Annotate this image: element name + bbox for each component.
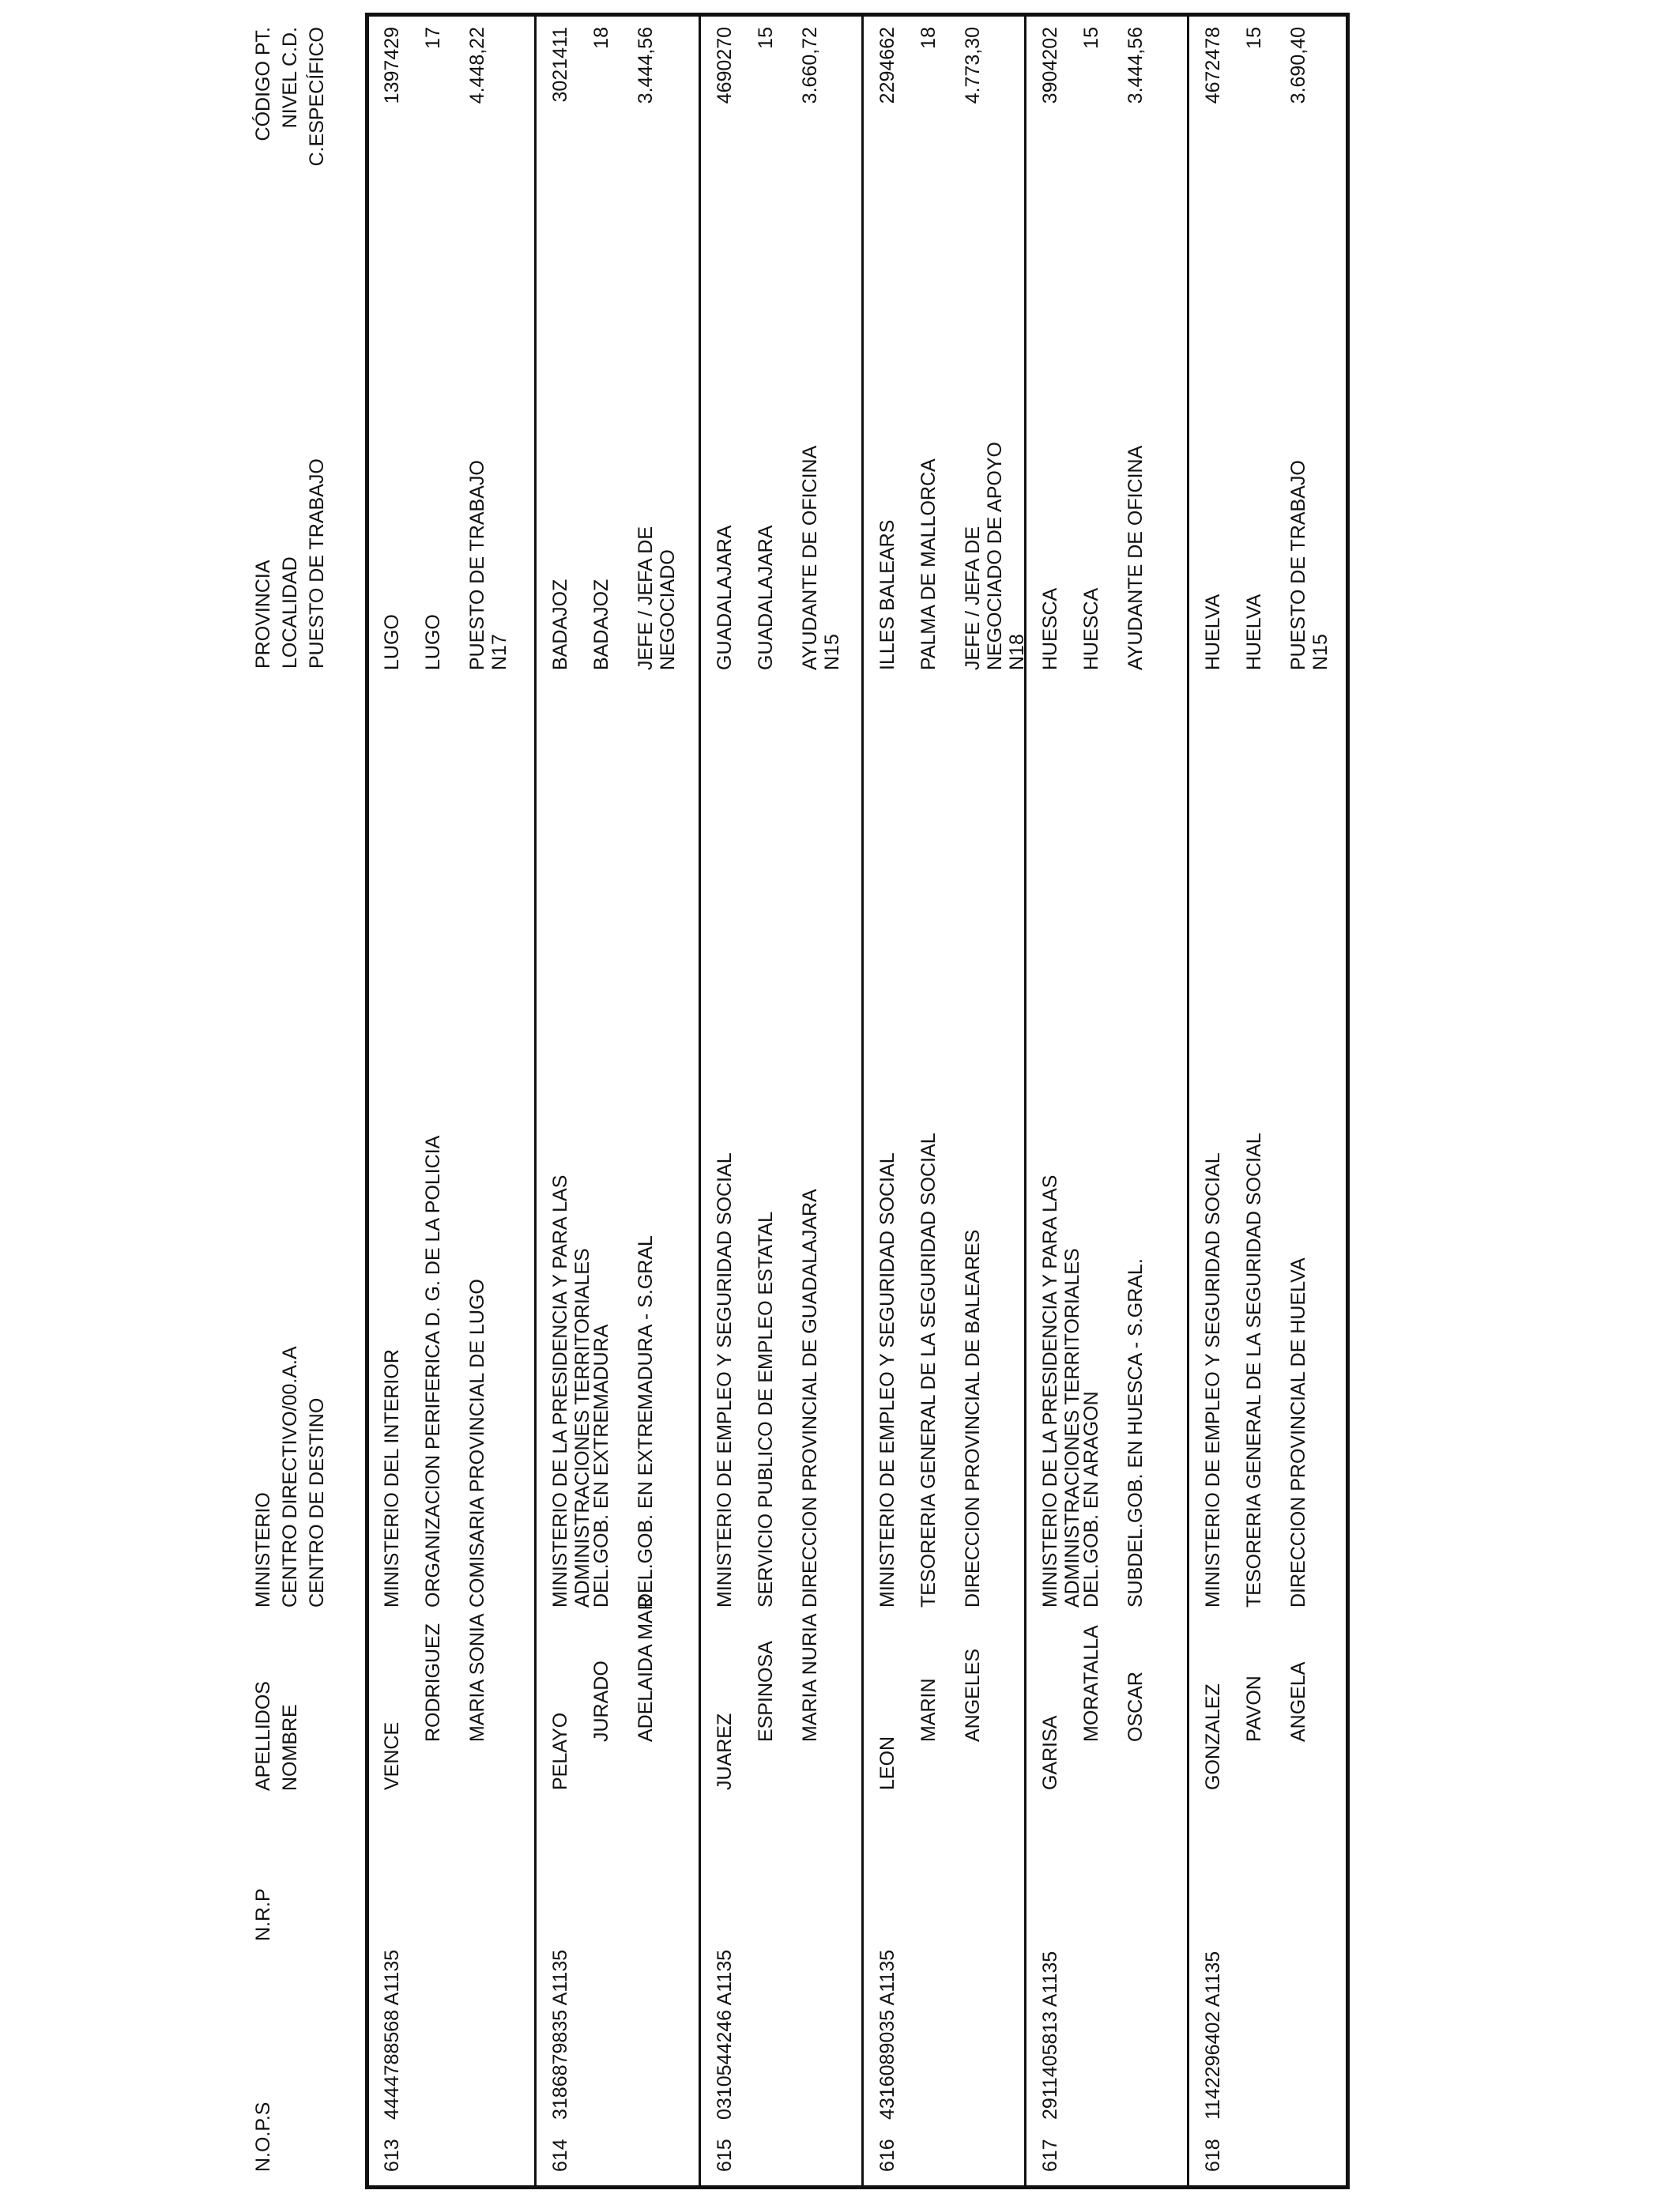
apellido1-value: JUAREZ [714, 1713, 736, 1790]
nivel-value: 18 [590, 27, 612, 49]
ministerio-value: MINISTERIO DEL INTERIOR [381, 1349, 403, 1608]
puesto-value: AYUDANTE DE OFICINA N15 [799, 447, 843, 670]
codigo-value: 4690270 [714, 27, 736, 104]
localidad-value: PALMA DE MALLORCA [917, 458, 940, 670]
nops-value: 615 [714, 2139, 736, 2172]
apellido2-value: ESPINOSA [755, 1641, 777, 1742]
centro-destino-value: SUBDEL.GOB. EN HUESCA - S.GRAL. [1124, 1258, 1147, 1608]
provincia-value: HUESCA [1039, 587, 1061, 670]
header-provincia: PROVINCIA LOCALIDAD PUESTO DE TRABAJO [252, 458, 328, 669]
apellido2-value: PAVON [1243, 1676, 1265, 1742]
nrp-value: 4316089035 A1135 [876, 1949, 898, 2120]
provincia-value: BADAJOZ [549, 579, 571, 670]
nops-value: 618 [1202, 2139, 1224, 2172]
centro-directivo-value: DEL.GOB. EN EXTREMADURA [590, 1324, 612, 1608]
especifico-value: 3.660,72 [799, 27, 821, 104]
provincia-value: ILLES BALEARS [876, 519, 898, 670]
puesto-value: AYUDANTE DE OFICINA [1124, 445, 1147, 670]
nombre-value: MARIA NURIA [799, 1613, 821, 1742]
record-row [861, 13, 1027, 2189]
centro-directivo-value: TESORERIA GENERAL DE LA SEGURIDAD SOCIAL [1243, 1133, 1265, 1608]
centro-directivo-value: TESORERIA GENERAL DE LA SEGURIDAD SOCIAL [917, 1133, 940, 1608]
nombre-value: ADELAIDA MAR [635, 1596, 657, 1742]
nivel-value: 18 [917, 27, 940, 49]
especifico-value: 3.444,56 [1124, 27, 1147, 104]
codigo-value: 2294662 [876, 27, 898, 104]
ministerio-value: MINISTERIO DE EMPLEO Y SEGURIDAD SOCIAL [1202, 1152, 1224, 1608]
centro-directivo-value: ORGANIZACION PERIFERICA D. G. DE LA POLICIA [422, 1135, 444, 1608]
provincia-value: LUGO [381, 614, 403, 670]
puesto-value: JEFE / JEFA DE NEGOCIADO [635, 526, 679, 670]
record-row [534, 13, 700, 2189]
nombre-value: ANGELES [962, 1648, 984, 1742]
localidad-value: GUADALAJARA [755, 525, 777, 670]
nops-value: 617 [1039, 2139, 1061, 2172]
nops-value: 613 [381, 2139, 403, 2172]
centro-destino-value: DIRECCION PROVINCIAL DE BALEARES [962, 1229, 984, 1608]
header-codigo: CÓDIGO PT. NIVEL C.D. C.ESPECÍFICO [252, 27, 328, 167]
centro-directivo-value: SERVICIO PUBLICO DE EMPLEO ESTATAL [755, 1211, 777, 1608]
centro-destino-value: COMISARIA PROVINCIAL DE LUGO [466, 1279, 488, 1608]
codigo-value: 3904202 [1039, 27, 1061, 104]
localidad-value: LUGO [422, 614, 444, 670]
ministerio-value: MINISTERIO DE LA PRESIDENCIA Y PARA LAS ADMINISTRACIONES TERRITORIALES [549, 1174, 593, 1608]
header-ministerio: MINISTERIO CENTRO DIRECTIVO/00.A.A CENTRO DE DESTINO [252, 1346, 328, 1608]
ministerio-value: MINISTERIO DE EMPLEO Y SEGURIDAD SOCIAL [876, 1152, 898, 1608]
localidad-value: HUELVA [1243, 594, 1265, 670]
provincia-value: HUELVA [1202, 594, 1224, 670]
apellido1-value: PELAYO [549, 1712, 571, 1790]
especifico-value: 4.773,30 [962, 27, 984, 104]
record-row [699, 13, 864, 2189]
nombre-value: MARIA SONIA [466, 1613, 488, 1742]
apellido2-value: RODRIGUEZ [422, 1623, 444, 1742]
ministerio-value: MINISTERIO DE LA PRESIDENCIA Y PARA LAS ADMINISTRACIONES TERRITORIALES [1039, 1174, 1083, 1608]
nivel-value: 15 [1080, 27, 1102, 49]
record-row [368, 13, 534, 2189]
apellido2-value: JURADO [590, 1661, 612, 1742]
centro-destino-value: DIRECCION PROVINCIAL DE GUADALAJARA [799, 1189, 821, 1608]
puesto-value: PUESTO DE TRABAJO N15 [1287, 460, 1332, 670]
puesto-value: PUESTO DE TRABAJO N17 [466, 460, 510, 670]
header-nrp: N.R.P [252, 1888, 274, 1941]
ministerio-value: MINISTERIO DE EMPLEO Y SEGURIDAD SOCIAL [714, 1152, 736, 1608]
apellido1-value: GARISA [1039, 1715, 1061, 1790]
nombre-value: OSCAR [1124, 1672, 1147, 1742]
record-row [1024, 13, 1190, 2189]
header-apellidos-nombre: APELLIDOS NOMBRE [252, 1681, 301, 1791]
apellido2-value: MORATALLA [1080, 1625, 1102, 1742]
localidad-value: HUESCA [1080, 587, 1102, 670]
centro-destino-value: DIRECCION PROVINCIAL DE HUELVA [1287, 1257, 1309, 1608]
codigo-value: 3021411 [549, 27, 571, 103]
codigo-value: 4672478 [1202, 27, 1224, 104]
especifico-value: 3.444,56 [635, 27, 657, 104]
nops-value: 616 [876, 2139, 898, 2172]
nivel-value: 17 [422, 27, 444, 49]
header-nops: N.O.P.S [252, 2102, 274, 2172]
apellido1-value: LEON [876, 1736, 898, 1790]
nombre-value: ANGELA [1287, 1661, 1309, 1742]
especifico-value: 3.690,40 [1287, 27, 1309, 104]
puesto-value: JEFE / JEFA DE NEGOCIADO DE APOYO N18 [962, 442, 1028, 670]
nrp-value: 3186879835 A1135 [549, 1949, 571, 2120]
localidad-value: BADAJOZ [590, 579, 612, 670]
nivel-value: 15 [755, 27, 777, 49]
record-row [1187, 13, 1353, 2189]
apellido1-value: VENCE [381, 1721, 403, 1790]
nrp-value: 0310544246 A1135 [714, 1949, 736, 2120]
nrp-value: 1142296402 A1135 [1202, 1951, 1224, 2120]
codigo-value: 1397429 [381, 27, 403, 104]
nops-value: 614 [549, 2139, 571, 2172]
centro-directivo-value: DEL.GOB. EN ARAGON [1080, 1391, 1102, 1608]
especifico-value: 4.448,22 [466, 27, 488, 104]
apellido2-value: MARIN [917, 1678, 940, 1742]
nivel-value: 15 [1243, 27, 1265, 49]
provincia-value: GUADALAJARA [714, 525, 736, 670]
centro-destino-value: DEL.GOB. EN EXTREMADURA - S.GRAL [635, 1235, 657, 1608]
nrp-value: 2911405813 A1135 [1039, 1951, 1061, 2120]
apellido1-value: GONZALEZ [1202, 1683, 1224, 1790]
nrp-value: 4444788568 A1135 [381, 1949, 403, 2120]
